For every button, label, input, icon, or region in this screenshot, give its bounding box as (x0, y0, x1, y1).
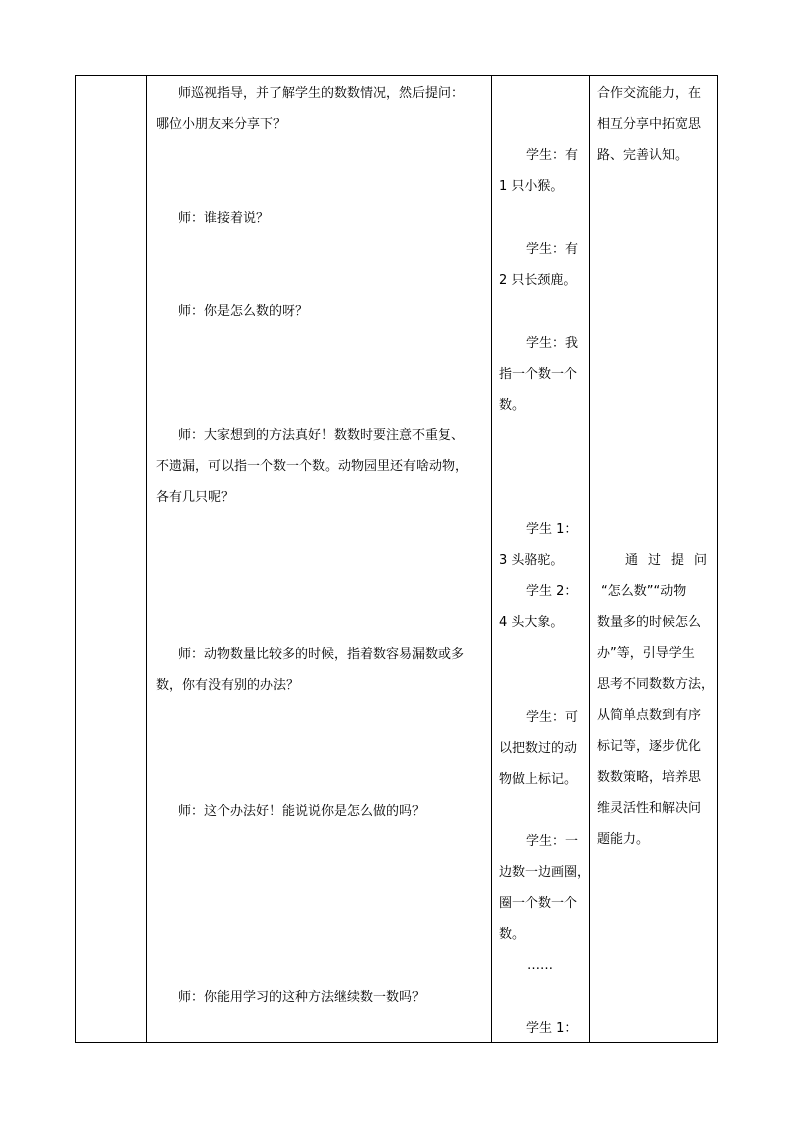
column-divider (491, 76, 492, 1042)
teacher-line: 师：你是怎么数的呀？ (178, 304, 309, 319)
teacher-line: 数，你有没有别的办法？ (156, 678, 300, 693)
note-line: 维灵活性和解决问 (597, 801, 702, 816)
student-line: 学生 2： (526, 584, 578, 599)
student-line: 以把数过的动 (499, 741, 578, 756)
note-line: “怎么数”“动物 (601, 584, 687, 599)
student-line: 学生：有 (526, 242, 579, 257)
student-line: 1 只小猴。 (499, 179, 564, 194)
note-line: 路、完善认知。 (597, 148, 689, 163)
column-divider (589, 76, 590, 1042)
note-line: 思考不同数数方法， (597, 677, 715, 692)
student-line: 指一个数一个 (499, 367, 578, 382)
teacher-line: 师：动物数量比较多的时候，指着数容易漏数或多 (178, 647, 465, 662)
teacher-line: 师：这个办法好！能说说你是怎么做的吗？ (178, 804, 426, 819)
teacher-line: 师：你能用学习的这种方法继续数一数吗？ (178, 990, 426, 1005)
student-line: 学生：有 (526, 148, 579, 163)
student-line: 圈一个数一个 (499, 896, 578, 911)
student-line: 学生：一 (526, 834, 579, 849)
note-line: 数量多的时候怎么 (597, 615, 702, 630)
note-line: 通过提问 (625, 553, 718, 568)
lesson-table (75, 75, 718, 1043)
student-line: 物做上标记。 (499, 772, 578, 787)
student-line: 数。 (499, 398, 526, 413)
note-line: 从简单点数到有序 (597, 708, 702, 723)
note-line: 合作交流能力，在 (597, 86, 702, 101)
student-line: 3 头骆驼。 (499, 553, 564, 568)
student-line: 数。 (499, 927, 526, 942)
student-line: 2 只长颈鹿。 (499, 273, 577, 288)
note-line: 办”等，引导学生 (597, 646, 695, 661)
student-line: …… (527, 958, 553, 973)
teacher-line: 师：大家想到的方法真好！数数时要注意不重复、 (178, 428, 465, 443)
student-line: 学生 1： (526, 522, 578, 537)
note-line: 数数策略，培养思 (597, 770, 702, 785)
student-line: 4 头大象。 (499, 615, 564, 630)
note-line: 题能力。 (597, 832, 650, 847)
teacher-line: 各有几只呢？ (156, 490, 235, 505)
column-divider (146, 76, 147, 1042)
note-line: 相互分享中拓宽思 (597, 117, 702, 132)
student-line: 学生：我 (526, 336, 579, 351)
teacher-line: 哪位小朋友来分享下？ (156, 117, 287, 132)
student-line: 学生：可 (526, 710, 579, 725)
student-line: 学生 1： (526, 1021, 578, 1036)
teacher-line: 不遗漏，可以指一个数一个数。动物园里还有啥动物， (156, 459, 469, 474)
teacher-line: 师巡视指导，并了解学生的数数情况，然后提问： (178, 86, 465, 101)
teacher-line: 师：谁接着说？ (178, 211, 270, 226)
note-line: 标记等，逐步优化 (597, 739, 702, 754)
student-line: 边数一边画圈， (499, 865, 591, 880)
